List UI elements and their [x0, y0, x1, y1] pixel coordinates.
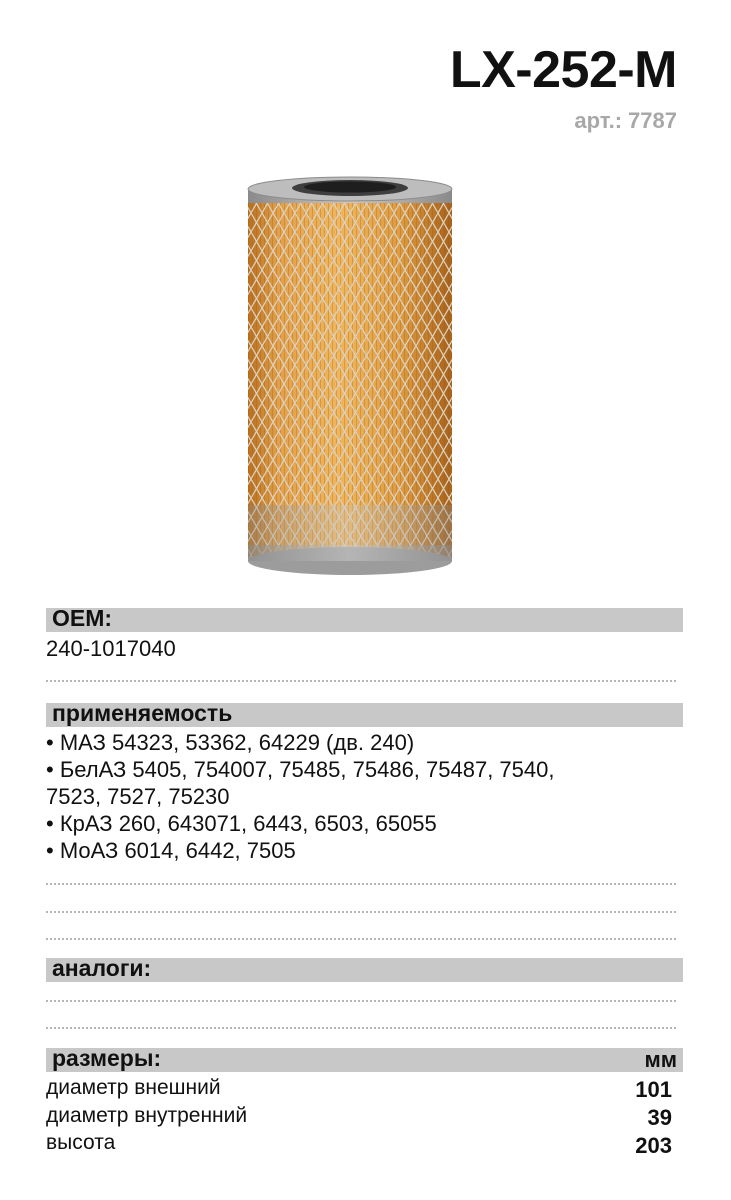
dotted-separator	[46, 883, 676, 885]
applicability-line: • КрАЗ 260, 643071, 6443, 6503, 65055	[46, 811, 437, 836]
applicability-heading: применяемость	[52, 700, 233, 726]
article-label: арт.:	[574, 108, 623, 133]
dotted-separator	[46, 1027, 676, 1029]
dimension-label: диаметр внутренний	[46, 1104, 248, 1127]
dimension-label: диаметр внешний	[46, 1076, 221, 1099]
dotted-separator	[46, 1000, 676, 1002]
dimensions-units: мм	[644, 1047, 677, 1072]
oem-section-header	[46, 605, 683, 632]
dimensions-section-header	[46, 1045, 683, 1072]
applicability-section-header	[46, 700, 683, 727]
applicability-line: • МАЗ 54323, 53362, 64229 (дв. 240)	[46, 730, 415, 755]
applicability-line: • БелАЗ 5405, 754007, 75485, 75486, 75487, 7540,	[46, 757, 555, 782]
dimension-label: высота	[46, 1131, 116, 1154]
dimension-value: 101	[635, 1077, 672, 1102]
analogs-heading: аналоги:	[52, 955, 152, 981]
dotted-separator	[46, 938, 676, 940]
applicability-line: 7523, 7527, 75230	[46, 784, 230, 809]
dimensions-heading: размеры:	[52, 1045, 162, 1071]
analogs-section-header	[46, 955, 683, 982]
oem-heading: OEM:	[52, 605, 113, 631]
applicability-line: • МоАЗ 6014, 6442, 7505	[46, 838, 296, 863]
oil-filter-image	[240, 175, 460, 580]
oem-number: 240-1017040	[46, 636, 176, 661]
dotted-separator	[46, 680, 676, 682]
dotted-separator	[46, 911, 676, 913]
article-value: 7787	[628, 108, 677, 133]
article-number	[574, 108, 677, 134]
product-model-title: LX-252-M	[449, 41, 677, 99]
dimension-value: 203	[635, 1133, 672, 1158]
dimension-value: 39	[647, 1105, 672, 1130]
